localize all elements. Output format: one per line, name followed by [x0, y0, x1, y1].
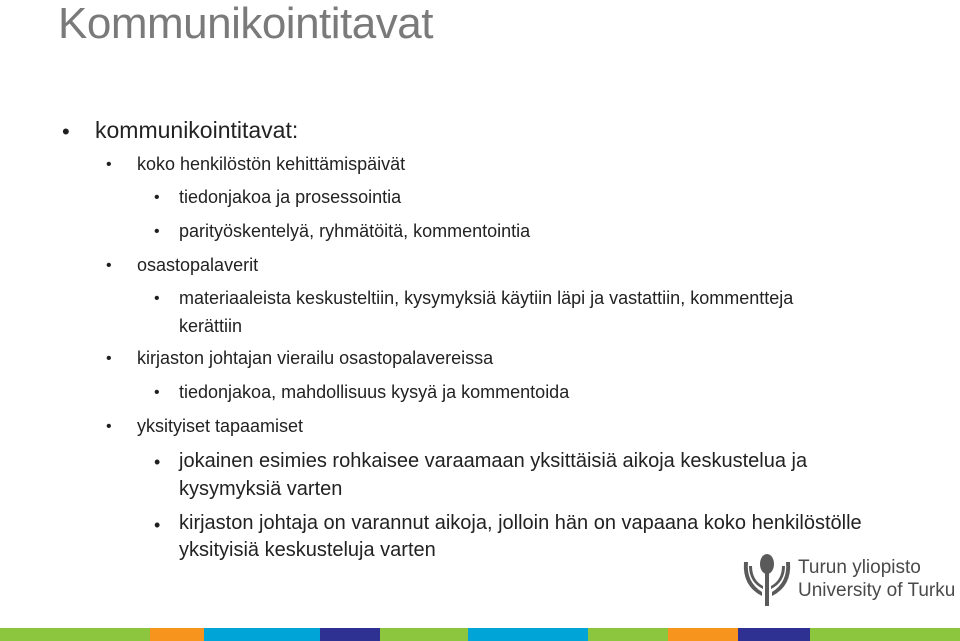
list-item-text: koko henkilöstön kehittämispäivät — [137, 154, 406, 174]
logo-text-finnish: Turun yliopisto — [798, 557, 921, 578]
list-item-text: jokainen esimies rohkaisee varaamaan yksittäisiä aikoja keskustelua ja — [179, 450, 808, 472]
stripe-segment — [810, 628, 960, 641]
list-item-text: parityöskentelyä, ryhmätöitä, kommentointia — [179, 221, 531, 241]
bullet-icon: • — [154, 223, 160, 240]
list-item-text: kommunikointitavat: — [95, 117, 299, 143]
stripe-segment — [668, 628, 738, 641]
stripe-segment — [738, 628, 810, 641]
bullet-icon: • — [106, 156, 112, 173]
list-item-text-continued: yksityisiä keskusteluja varten — [179, 539, 436, 561]
stripe-segment — [380, 628, 468, 641]
stripe-segment — [320, 628, 380, 641]
bullet-icon: • — [62, 119, 70, 144]
stripe-segment — [150, 628, 204, 641]
list-item-text: tiedonjakoa ja prosessointia — [179, 187, 402, 207]
list-item-text: tiedonjakoa, mahdollisuus kysyä ja kommentoida — [179, 382, 570, 402]
stripe-segment — [468, 628, 588, 641]
list-item-text: yksityiset tapaamiset — [137, 416, 304, 436]
stripe-segment — [0, 628, 150, 641]
color-stripe — [0, 628, 960, 641]
torch-emblem-icon — [742, 552, 792, 608]
bullet-icon: • — [106, 257, 112, 274]
university-logo — [742, 552, 956, 608]
bullet-icon: • — [154, 515, 161, 535]
list-item-text: kirjaston johtaja on varannut aikoja, jolloin hän on vapaana koko henkilöstölle — [179, 512, 862, 534]
list-item-text: osastopalaverit — [137, 255, 259, 275]
stripe-segment — [204, 628, 320, 641]
bullet-icon: • — [154, 384, 160, 401]
bullet-icon: • — [154, 290, 160, 307]
list-item-text-continued: kerättiin — [179, 316, 243, 336]
list-item-text-continued: kysymyksiä varten — [179, 478, 343, 500]
bullet-icon: • — [106, 418, 112, 435]
bullet-icon: • — [154, 452, 161, 472]
list-item-text: kirjaston johtajan vierailu osastopalavereissa — [137, 348, 494, 368]
list-item-text: materiaaleista keskusteltiin, kysymyksiä käytiin läpi ja vastattiin, kommentteja — [179, 288, 794, 308]
logo-text-english: University of Turku — [798, 580, 956, 601]
slide-title: Kommunikointitavat — [58, 0, 433, 48]
bullet-icon: • — [154, 189, 160, 206]
bullet-icon: • — [106, 350, 112, 367]
stripe-segment — [588, 628, 668, 641]
